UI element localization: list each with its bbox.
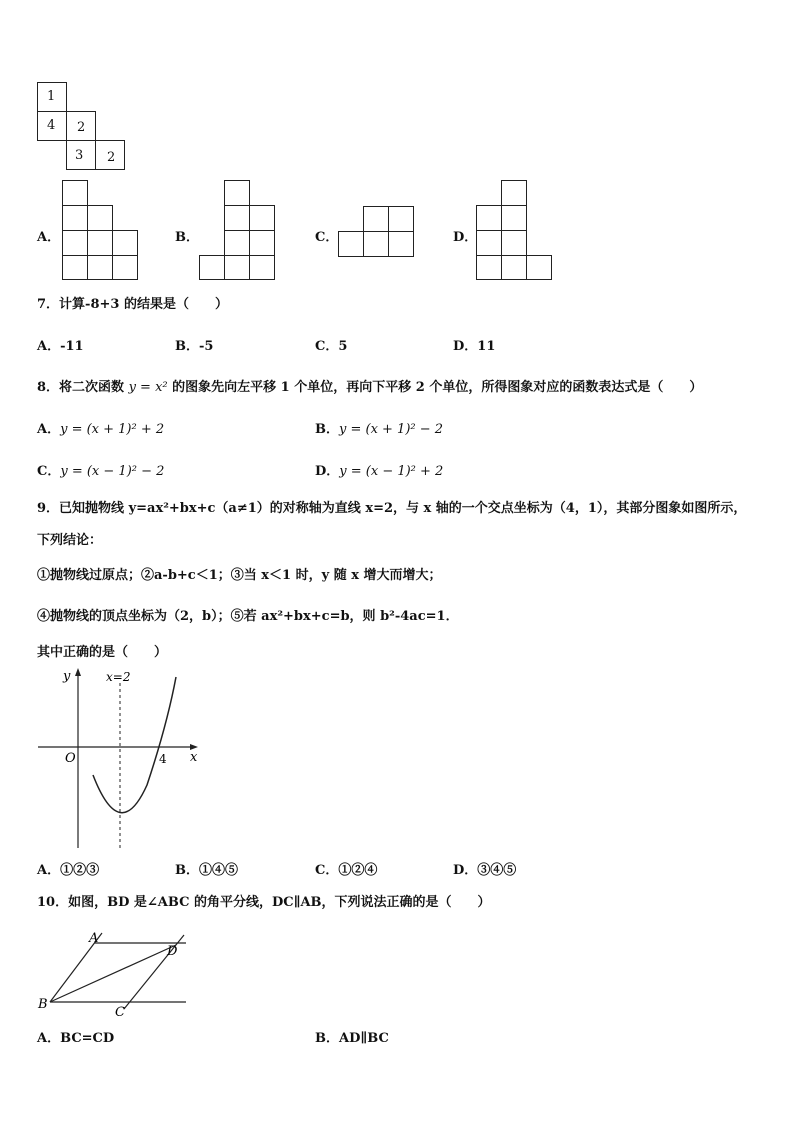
q10-figure [36,925,191,1020]
q6-option-a-figure [60,180,140,280]
q10-option-b: B．AD∥BC [315,1031,389,1046]
q9-stem-line1: 9．已知抛物线 y=ax²+bx+c（a≠1）的对称轴为直线 x=2，与 x 轴的一个交点坐标为（4，1），其部分图象如图所示， [37,501,747,516]
graph-axis-line-label: x=2 [106,670,131,684]
q7-option-c: C．5 [315,339,348,354]
q8-option-a: A．y = (x + 1)² + 2 [37,422,165,437]
q8-option-b: B．y = (x + 1)² − 2 [315,422,444,437]
q6-option-b-figure [199,180,279,280]
q8-stem-suffix: 的图象先向左平移 1 个单位，再向下平移 2 个单位，所得图象对应的函数表达式是（ ） [172,380,703,395]
point-b-label: B [38,997,48,1012]
cell-number: 1 [47,89,56,104]
q6-option-c-figure [338,206,418,262]
cell-number: 4 [47,118,56,133]
q7-option-b: B．-5 [175,339,214,354]
graph-x-label: x [190,750,198,765]
q6-option-a-label: A． [37,230,61,245]
q9-option-b: B．①④⑤ [175,863,238,878]
q8-option-c: C．y = (x − 1)² − 2 [37,464,165,479]
q8-stem [37,380,702,396]
q6-option-d-figure [476,180,556,280]
q9-conclusions-line1: ①抛物线过原点；②a-b+c＜1；③当 x＜1 时，y 随 x 增大而增大； [37,568,442,583]
q9-option-a: A．①②③ [37,863,100,878]
q10-option-a: A．BC=CD [37,1031,115,1046]
q7-stem: 7．计算-8+3 的结果是（ ） [37,297,228,312]
graph-y-label: y [63,669,71,684]
q8-stem-prefix: 8．将二次函数 [37,380,125,395]
graph-origin-label: O [65,751,76,766]
point-a-label: A [89,931,99,946]
cell-number: 2 [107,150,116,165]
q9-parabola-graph [36,665,206,850]
q6-top-view [37,82,129,172]
cell-number: 2 [77,120,86,135]
q10-stem: 10．如图，BD 是∠ABC 的角平分线，DC∥AB，下列说法正确的是（ ） [37,895,491,910]
point-d-label: D [167,944,178,959]
q9-question: 其中正确的是（ ） [37,645,168,660]
q8-stem-function: y = x² [128,380,168,395]
graph-root-label: 4 [159,752,167,766]
point-c-label: C [115,1005,125,1020]
q9-option-d: D．③④⑤ [453,863,517,878]
q7-option-a: A．-11 [37,339,84,354]
q6-option-d-label: D． [453,230,478,245]
q8-option-d: D．y = (x − 1)² + 2 [315,464,444,479]
cell-number: 3 [75,148,84,163]
q9-conclusions-line2: ④抛物线的顶点坐标为（2，b）；⑤若 ax²+bx+c=b，则 b²-4ac=1． [37,609,459,624]
q6-option-c-label: C． [315,230,339,245]
q7-option-d: D．11 [453,339,496,354]
q9-stem-line2: 下列结论： [37,533,103,548]
q9-option-c: C．①②④ [315,863,378,878]
q6-option-b-label: B． [175,230,199,245]
